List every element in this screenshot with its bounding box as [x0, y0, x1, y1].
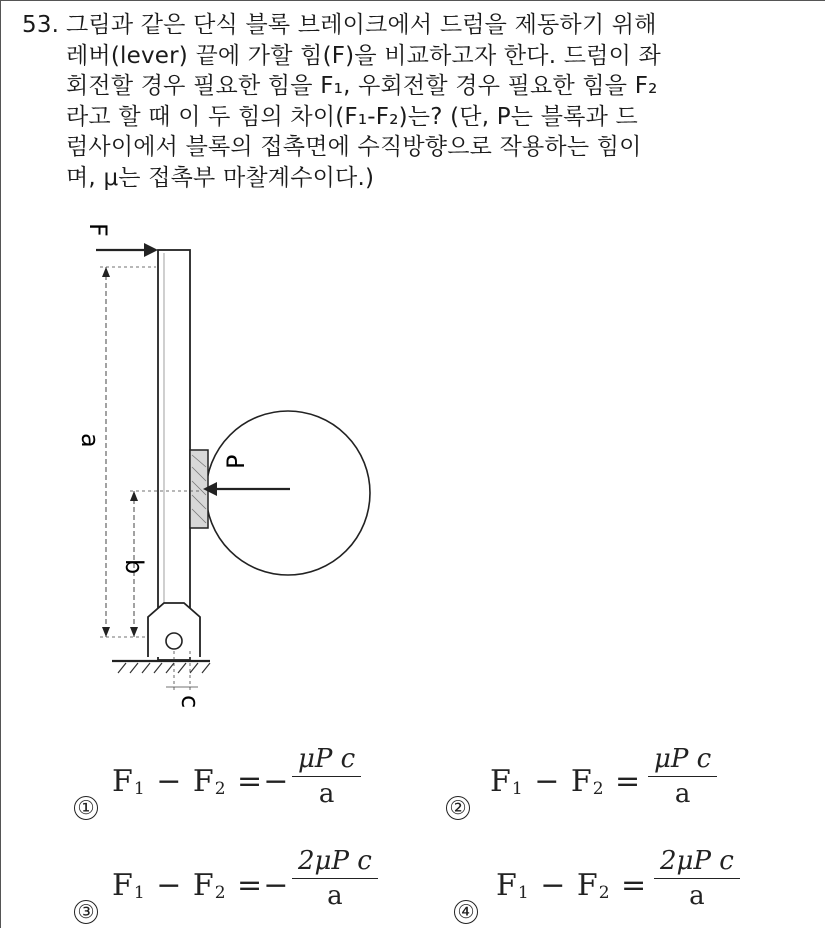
drum	[206, 411, 370, 575]
force-arrow	[144, 243, 158, 257]
choice-4-numerator: 2μP c	[660, 846, 734, 876]
question-line-2: 레버(lever) 끝에 가할 힘(F)을 비교하고자 한다. 드럼이 좌	[66, 42, 661, 69]
choice-3-denominator: a	[327, 881, 343, 911]
question-line-3: 회전할 경우 필요한 힘을 F₁, 우회전할 경우 필요한 힘을 F₂	[66, 73, 658, 99]
choice-1-fraction	[292, 744, 361, 809]
choice-4-fraction	[654, 846, 740, 911]
question-number: 53.	[22, 12, 60, 38]
choice-2-denominator: a	[674, 779, 691, 809]
choice-2-marker: ②	[446, 796, 470, 820]
choice-1-marker: ①	[74, 796, 98, 820]
choice-1-numerator: μP c	[298, 744, 356, 774]
lever	[158, 250, 190, 660]
choice-3-numerator: 2μP c	[298, 846, 372, 876]
choice-3-marker: ③	[74, 900, 98, 924]
choice-3-lhs: $F_1 - F_2$ =−	[112, 868, 290, 903]
choice-3-fraction	[292, 846, 378, 911]
choice-2-lhs: $F_1 - F_2$ =	[490, 764, 642, 799]
choice-4-marker: ④	[454, 900, 478, 924]
question-line-6: 며, μ는 접촉부 마찰계수이다.)	[66, 164, 375, 191]
brake-diagram	[60, 205, 400, 725]
choice-4-denominator: a	[689, 881, 705, 911]
pivot-pin	[166, 633, 182, 649]
choice-4-lhs: $F_1 - F_2$ =	[496, 868, 648, 903]
question-line-1: 그림과 같은 단식 블록 브레이크에서 드럼을 제동하기 위해	[66, 12, 657, 38]
choice-1-denominator: a	[318, 779, 335, 809]
choice-1-lhs: $F_1 - F_2$ =−	[112, 764, 290, 799]
question-line-5: 럼사이에서 블록의 접촉면에 수직방향으로 작용하는 힘이	[66, 134, 642, 160]
label-length-a: a	[76, 433, 104, 448]
question-line-4: 라고 할 때 이 두 힘의 차이(F₁-F₂)는? (단, P는 블록과 드	[66, 103, 638, 130]
label-length-c: c	[176, 695, 204, 709]
label-force: F	[84, 223, 112, 237]
choice-2-fraction	[648, 744, 717, 809]
label-normal: P	[222, 454, 250, 469]
question-block	[22, 10, 802, 193]
label-length-b: b	[120, 559, 148, 575]
choice-2-numerator: μP c	[654, 744, 712, 774]
